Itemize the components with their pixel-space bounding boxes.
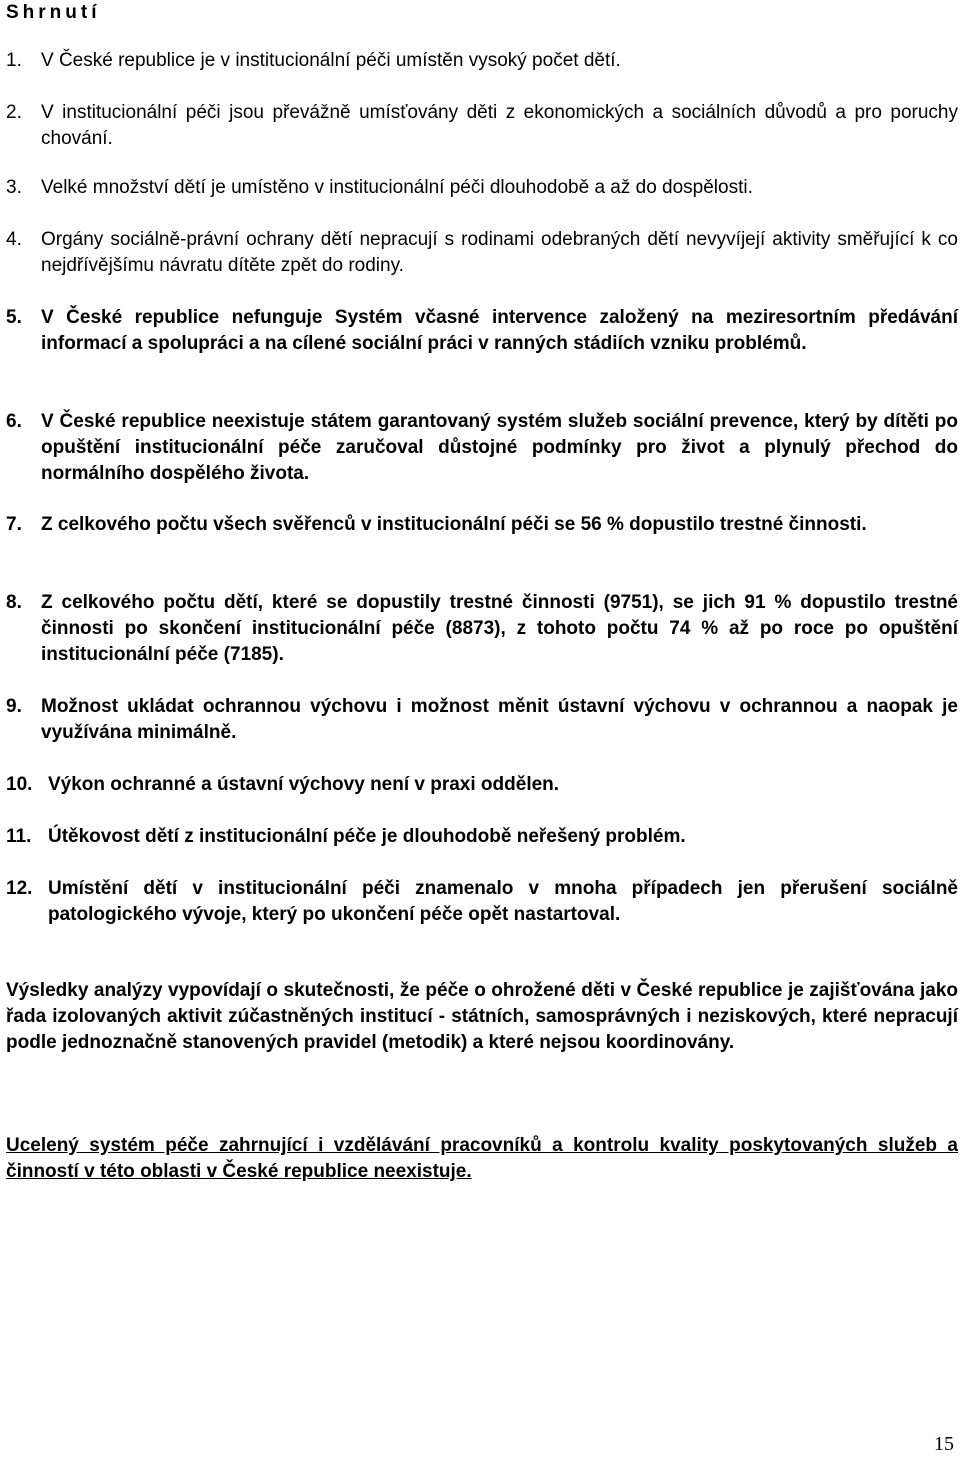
summary-item xyxy=(0,694,960,746)
summary-item-text: Z celkového počtu dětí, které se dopustily trestné činnosti (9751), se jich 91 % dopustilo trestné činnosti po skončení institucionální péče (8873), z tohoto počtu 74 % až po roce po opuštění institucionální péče (7185). xyxy=(41,592,958,665)
final-statement: Ucelený systém péče zahrnující i vzdělávání pracovníků a kontrolu kvality poskytovaných služeb a činností v této oblasti v České republice neexistuje. xyxy=(6,1135,958,1182)
summary-item xyxy=(0,512,960,538)
summary-item-text: V České republice nefunguje Systém včasné intervence založený na meziresortním předávání informací a spolupráci a na cílené sociální práci v ranných stádiích vzniku problémů. xyxy=(41,307,958,354)
summary-item-number: 6. xyxy=(6,411,22,432)
summary-item-text: Výkon ochranné a ústavní výchovy není v praxi oddělen. xyxy=(48,774,560,795)
summary-item xyxy=(0,305,960,357)
section-title: Shrnutí xyxy=(6,2,101,23)
conclusion-paragraph: Výsledky analýzy vypovídají o skutečnosti, že péče o ohrožené děti v České republice je zajišťována jako řada izolovaných aktivit zúčastněných institucí - státních, samosprávných i neziskových, které nepracují podle jednoznačně stanovených pravidel (metodik) a které nejsou koordinovány. xyxy=(6,980,958,1053)
summary-item xyxy=(0,876,960,928)
summary-item-number: 4. xyxy=(6,229,22,250)
summary-item-text: Z celkového počtu všech svěřenců v institucionální péči se 56 % dopustilo trestné činnosti. xyxy=(41,514,867,535)
summary-item xyxy=(0,100,960,152)
summary-item-number: 2. xyxy=(6,102,22,123)
summary-item xyxy=(0,48,960,74)
summary-item-number: 3. xyxy=(6,177,22,198)
summary-item-text: Velké množství dětí je umístěno v institucionální péči dlouhodobě a až do dospělosti. xyxy=(41,177,753,198)
summary-item-number: 9. xyxy=(6,696,22,717)
summary-item-number: 10. xyxy=(6,774,33,795)
summary-item-number: 1. xyxy=(6,50,22,71)
summary-item-number: 5. xyxy=(6,307,22,328)
summary-item xyxy=(0,590,960,668)
summary-item-number: 8. xyxy=(6,592,22,613)
summary-item xyxy=(0,227,960,279)
summary-item-text: Orgány sociálně-právní ochrany dětí nepracují s rodinami odebraných dětí nevyvíjejí aktivity směřující k co nejdřívějšímu návratu dítěte zpět do rodiny. xyxy=(41,229,958,276)
summary-item-text: Možnost ukládat ochrannou výchovu i možnost měnit ústavní výchovu v ochrannou a naopak je využívána minimálně. xyxy=(41,696,958,743)
summary-item-text: Útěkovost dětí z institucionální péče je dlouhodobě neřešený problém. xyxy=(48,826,686,847)
summary-item-text: V České republice neexistuje státem garantovaný systém služeb sociální prevence, který by dítěti po opuštění institucionální péče zaručoval důstojné podmínky pro život a plynulý přechod do normálního dospělého života. xyxy=(41,411,958,484)
summary-item xyxy=(0,824,960,850)
summary-item-number: 7. xyxy=(6,514,22,535)
summary-item-text: V institucionální péči jsou převážně umísťovány děti z ekonomických a sociálních důvodů a pro poruchy chování. xyxy=(41,102,958,149)
page-number: 15 xyxy=(934,1433,954,1455)
summary-item xyxy=(0,772,960,798)
summary-item xyxy=(0,175,960,201)
summary-item-number: 11. xyxy=(6,826,32,847)
summary-item-text: Umístění dětí v institucionální péči znamenalo v mnoha případech jen přerušení sociálně patologického vývoje, který po ukončení péče opět nastartoval. xyxy=(48,878,958,925)
summary-item-text: V České republice je v institucionální péči umístěn vysoký počet dětí. xyxy=(41,50,621,71)
summary-item xyxy=(0,409,960,487)
summary-item-number: 12. xyxy=(6,878,33,899)
